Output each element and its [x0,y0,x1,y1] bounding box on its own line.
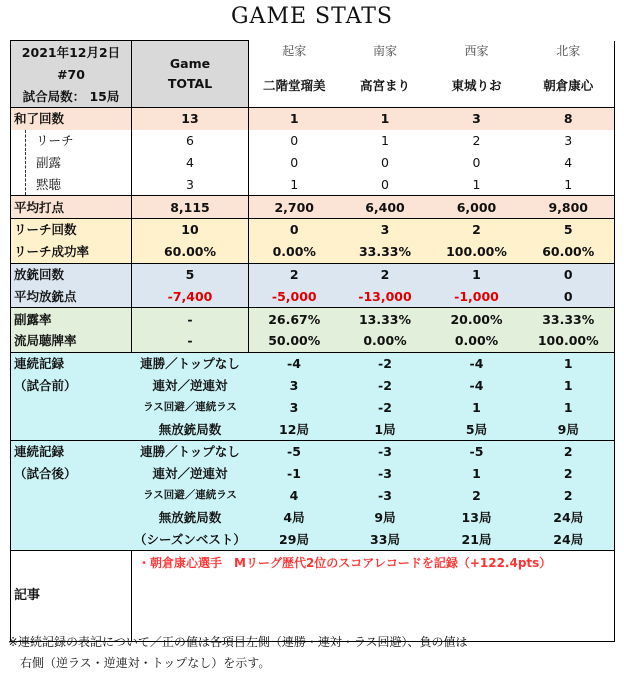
row-label: 平均打点 [11,196,132,219]
dealin-count-row [11,263,615,285]
total-value: 6 [132,130,249,152]
value-cell: 1 [523,173,615,195]
footnote-line-1: ※連続記録の表記について／正の値は各項目左側（連勝・連対・ラス回避）、負の値は [8,635,468,649]
seat-1: 起家 [282,44,307,59]
seat-4: 北家 [523,41,615,64]
value-cell: 1 [380,111,390,127]
total-value: 3 [132,173,249,195]
total-value: 5 [132,263,249,285]
total-value: 60.00% [132,241,249,263]
row-label: 副露率 [11,308,132,330]
value-cell: -3 [378,444,392,460]
value-cell: 24局 [523,506,615,528]
open-rate-row [11,308,615,330]
footnote-line-2: 右側（逆ラス・逆連対・トップなし）を示す。 [8,656,271,670]
streak-item-label: 無放銃局数 [158,421,222,437]
value-cell: 1 [290,176,299,192]
value-cell: 0 [290,133,299,149]
streak-before-row [11,418,615,440]
total-value: -7,400 [132,285,249,307]
value-cell: 9局 [523,418,615,440]
value-cell: 8 [523,108,615,130]
streak-after-row [11,440,615,462]
total-value: - [132,308,249,330]
value-cell: -2 [378,356,392,372]
row-label: リーチ [11,130,132,152]
streak-label: 連続記録 [11,352,132,374]
streak-item-label: ラス回避／連続ラス [143,488,237,501]
value-cell: 3 [472,111,481,127]
value-cell: 4 [523,152,615,174]
value-cell: 2 [472,133,481,149]
player-name-4: 朝倉康心 [523,63,615,108]
value-cell: 2 [523,463,615,485]
streak-label: （試合後） [11,463,132,485]
value-cell: 0 [381,154,389,170]
article-text: ・朝倉康心選手 Mリーグ歴代2位のスコアレコードを記録（+122.4pts） [132,550,615,641]
value-cell: 0.00% [363,333,407,349]
game-stats-table [10,40,615,642]
value-cell: 21局 [461,531,492,547]
header-row-2 [11,63,615,85]
streak-item-label: （シーズンベスト） [134,531,246,547]
value-cell: -3 [378,466,392,482]
value-cell: 100.00% [446,244,507,260]
tenpai-rate-row [11,330,615,352]
value-cell: 6,000 [456,199,497,215]
seat-3: 西家 [464,44,489,59]
value-cell: -5 [287,444,301,460]
value-cell: 3 [523,130,615,152]
value-cell: 12局 [279,421,309,437]
value-cell: 60.00% [523,241,615,263]
value-cell: -4 [469,377,484,393]
avg-points-row [11,196,615,219]
total-value: 4 [132,152,249,174]
streak-before-row [11,375,615,397]
value-cell: 24局 [523,528,615,550]
dama-win-row [11,173,615,195]
streak-before-row [11,396,615,418]
total-value: 10 [132,218,249,240]
streak-label: 連続記録 [11,440,132,462]
value-cell: 9,800 [523,196,615,219]
value-cell: 0.00% [272,244,316,260]
value-cell: 13局 [461,509,492,525]
value-cell: 26.67% [268,311,321,327]
footnote [8,632,620,674]
article-label: 記事 [11,550,132,641]
value-cell: 33局 [370,531,400,547]
row-label: 放銃回数 [11,263,132,285]
value-cell: 1局 [374,421,396,437]
game-number: #70 [11,63,132,85]
value-cell: 1 [472,466,481,482]
streak-item-label: 連対／逆連対 [152,377,228,393]
riichi-win-row [11,130,615,152]
value-cell: 29局 [279,531,309,547]
game-date: 2021年12月2日 [11,41,132,64]
value-cell: 2 [523,440,615,462]
total-label-1: Game [169,56,211,71]
value-cell: 2,700 [274,199,315,215]
value-cell: 1 [289,111,299,127]
value-cell: 50.00% [268,333,321,349]
streak-item-label: 連勝／トップなし [140,444,240,460]
value-cell: 0 [523,263,615,285]
dealin-avg-row [11,285,615,307]
value-cell: 1 [523,396,615,418]
value-cell: 33.33% [523,308,615,330]
value-cell: 13.33% [358,311,412,327]
value-cell: -3 [378,487,392,503]
value-cell: -5,000 [271,288,317,304]
value-cell: 0 [381,176,389,192]
riichi-rate-row [11,241,615,263]
streak-before-row [11,352,615,374]
total-value: 8,115 [132,196,249,219]
value-cell: 2 [289,266,299,282]
player-name-1: 二階堂瑠美 [262,77,326,93]
total-label-2: TOTAL [167,76,213,91]
streak-item-label: 連勝／トップなし [140,356,240,372]
player-name-2: 高宮まり [359,77,410,93]
total-header [132,41,249,108]
article-row [11,550,615,641]
value-cell: 0 [290,154,299,170]
row-label: 流局聴牌率 [11,330,132,352]
streak-after-row [11,506,615,528]
value-cell: -1 [287,466,301,482]
value-cell: 2 [380,266,390,282]
row-label: リーチ回数 [11,218,132,240]
streak-after-row [11,463,615,485]
value-cell: 5 [523,218,615,240]
row-label: リーチ成功率 [11,241,132,263]
value-cell: -2 [378,377,392,393]
value-cell: 2 [472,222,481,238]
value-cell: 1 [472,176,481,192]
value-cell: 20.00% [450,311,503,327]
value-cell: -4 [287,356,301,372]
value-cell: 0 [472,154,481,170]
value-cell: -2 [378,399,392,415]
value-cell: 2 [523,485,615,507]
value-cell: 5局 [465,421,488,437]
value-cell: -1,000 [454,288,499,304]
value-cell: 3 [289,377,299,393]
seat-2: 南家 [372,44,397,59]
value-cell: 0 [523,285,615,307]
total-value: - [132,330,249,352]
player-name-3: 東城りお [451,77,502,93]
value-cell: 0.00% [454,333,499,349]
open-win-row [11,152,615,174]
streak-item-label: 無放銃局数 [158,509,222,525]
riichi-count-row [11,218,615,240]
value-cell: 100.00% [523,330,615,352]
value-cell: 1 [381,133,389,149]
row-label: 和了回数 [11,108,132,130]
value-cell: 33.33% [358,244,412,260]
value-cell: -13,000 [358,288,412,304]
value-cell: 0 [289,222,299,238]
page-title: GAME STATS [230,4,393,29]
row-label: 平均放銃点 [11,285,132,307]
value-cell: 4局 [283,509,305,525]
value-cell: 1 [523,352,615,374]
streak-after-row [11,528,615,550]
value-cell: 4 [289,487,299,503]
value-cell: 6,400 [365,199,405,215]
header-row-1 [11,41,615,64]
value-cell: 1 [472,399,481,415]
value-cell: 3 [380,222,390,238]
value-cell: 3 [289,399,299,415]
value-cell: -4 [469,356,484,372]
row-label: 副露 [11,152,132,174]
streak-item-label: 連対／逆連対 [152,466,228,482]
wins-row [11,108,615,130]
value-cell: 1 [472,266,481,282]
value-cell: 1 [523,375,615,397]
streak-after-row [11,485,615,507]
streak-item-label: ラス回避／連続ラス [143,400,237,413]
value-cell: -5 [469,444,484,460]
round-count: 試合局数： 15局 [11,85,132,108]
total-value: 13 [132,108,249,130]
streak-label: （試合前） [11,375,132,397]
value-cell: 2 [472,487,481,503]
value-cell: 9局 [374,509,396,525]
row-label: 黙聴 [11,173,132,195]
